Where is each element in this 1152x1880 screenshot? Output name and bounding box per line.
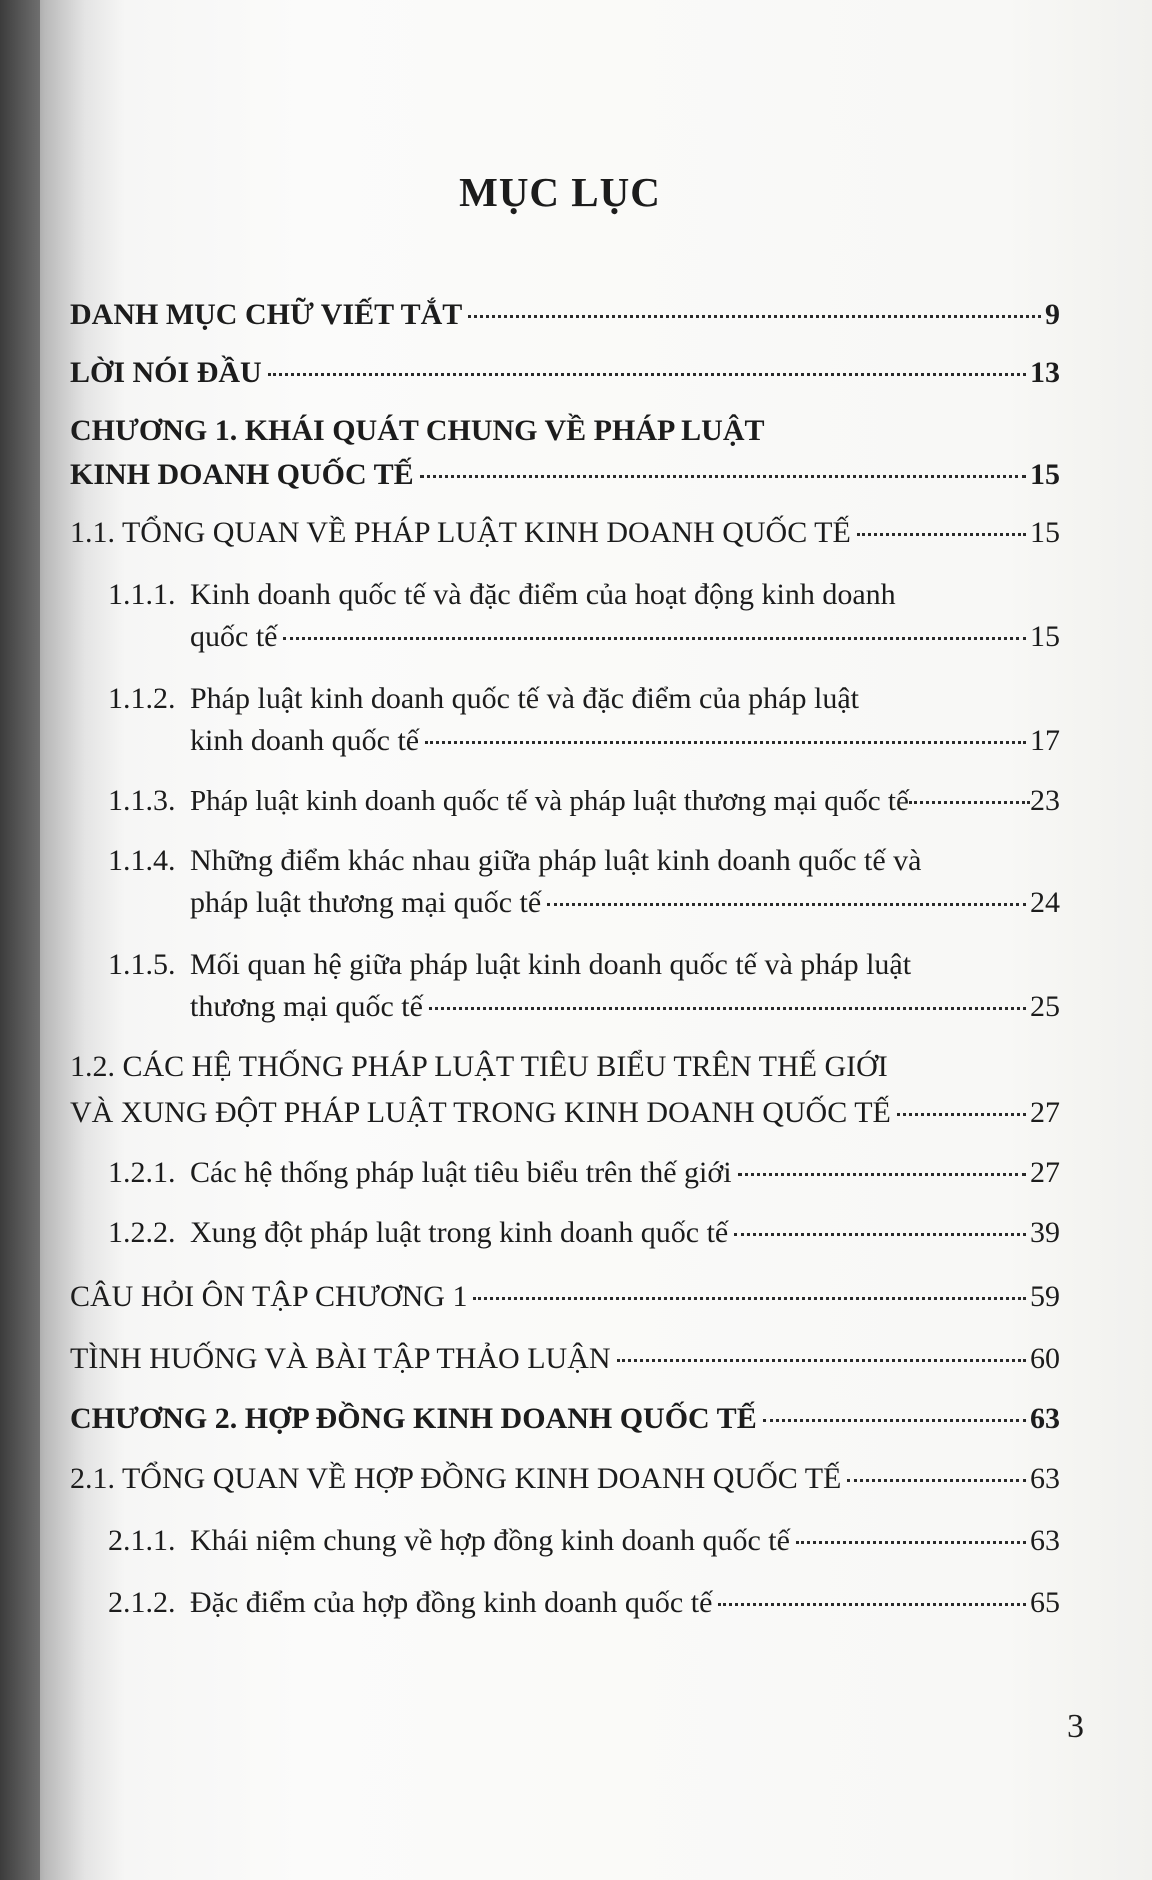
toc-entry-text: Đặc điểm của hợp đồng kinh doanh quốc tế xyxy=(190,1586,713,1619)
dot-leader xyxy=(473,1297,1026,1300)
toc-page-number: 60 xyxy=(1030,1342,1060,1375)
toc-entry-text: Xung đột pháp luật trong kinh doanh quốc tế xyxy=(190,1216,729,1249)
toc-entry-text: Khái niệm chung về hợp đồng kinh doanh quốc tế xyxy=(190,1524,790,1557)
toc-page-number: 27 xyxy=(1030,1096,1060,1129)
dot-leader xyxy=(909,801,1030,804)
toc-entry-text: DANH MỤC CHỮ VIẾT TẮT xyxy=(70,298,463,331)
toc-subsection-number: 1.1.5. xyxy=(108,948,176,981)
page-number: 3 xyxy=(1067,1708,1084,1745)
toc-entry-chapter-1 xyxy=(70,456,1060,494)
toc-page-number: 63 xyxy=(1030,1462,1060,1495)
toc-page-number: 17 xyxy=(1030,724,1060,757)
toc-page-number: 25 xyxy=(1030,990,1060,1023)
toc-chapter-1-line1: CHƯƠNG 1. KHÁI QUÁT CHUNG VỀ PHÁP LUẬT xyxy=(70,414,765,447)
toc-entry-text: 2.1. TỔNG QUAN VỀ HỢP ĐỒNG KINH DOANH QUỐC TẾ xyxy=(70,1462,842,1495)
toc-entry-text: thương mại quốc tế xyxy=(190,990,423,1023)
toc-entry-text: TÌNH HUỐNG VÀ BÀI TẬP THẢO LUẬN xyxy=(70,1342,611,1375)
dot-leader xyxy=(429,1007,1026,1010)
toc-entry-text: Các hệ thống pháp luật tiêu biểu trên thế giới xyxy=(190,1156,732,1189)
toc-subsection-number: 1.1.4. xyxy=(108,844,176,877)
toc-subsection-1-1-4-line1: Những điểm khác nhau giữa pháp luật kinh doanh quốc tế và xyxy=(190,844,922,877)
toc-entry-subsection-1-1-3 xyxy=(108,782,1060,820)
dot-leader xyxy=(763,1419,1026,1422)
toc-entry-subsection-2-1-2 xyxy=(108,1584,1060,1622)
toc-subsection-number: 1.1.1. xyxy=(108,578,176,611)
toc-page-number: 15 xyxy=(1030,516,1060,549)
toc-entry-subsection-1-1-4 xyxy=(190,884,1060,922)
toc-page-number: 15 xyxy=(1030,458,1060,491)
toc-subsection-number: 1.2.2. xyxy=(108,1216,176,1249)
toc-entry-text: CÂU HỎI ÔN TẬP CHƯƠNG 1 xyxy=(70,1280,468,1313)
dot-leader xyxy=(857,533,1026,536)
dot-leader xyxy=(425,741,1026,744)
toc-page-number: 63 xyxy=(1030,1524,1060,1557)
dot-leader xyxy=(268,373,1026,376)
toc-entry-subsection-1-1-2 xyxy=(190,722,1060,760)
toc-page-number: 23 xyxy=(1030,784,1060,817)
toc-section-1-2-line1: 1.2. CÁC HỆ THỐNG PHÁP LUẬT TIÊU BIỂU TRÊN THẾ GIỚI xyxy=(70,1050,888,1083)
toc-entry-text: quốc tế xyxy=(190,620,278,653)
toc-subsection-number: 1.1.2. xyxy=(108,682,176,715)
dot-leader xyxy=(283,637,1026,640)
toc-entry-text: Pháp luật kinh doanh quốc tế và pháp luật thương mại quốc tế xyxy=(190,785,909,817)
toc-page-number: 65 xyxy=(1030,1586,1060,1619)
toc-entry-section-1-1 xyxy=(70,514,1060,552)
toc-subsection-number: 1.1.3. xyxy=(108,784,176,817)
toc-entry-text: pháp luật thương mại quốc tế xyxy=(190,886,542,919)
toc-entry-preface xyxy=(70,354,1060,392)
toc-page-number: 39 xyxy=(1030,1216,1060,1249)
toc-subsection-1-1-5-line1: Mối quan hệ giữa pháp luật kinh doanh quốc tế và pháp luật xyxy=(190,948,912,981)
dot-leader xyxy=(897,1113,1026,1116)
toc-page-number: 9 xyxy=(1045,298,1060,331)
dot-leader xyxy=(796,1541,1026,1544)
dot-leader xyxy=(547,903,1026,906)
dot-leader xyxy=(468,315,1041,318)
page-title: MỤC LỤC xyxy=(459,169,661,215)
dot-leader xyxy=(617,1359,1026,1362)
toc-page-number: 15 xyxy=(1030,620,1060,653)
toc-entry-text: VÀ XUNG ĐỘT PHÁP LUẬT TRONG KINH DOANH QUỐC TẾ xyxy=(70,1096,891,1129)
toc-page-number: 59 xyxy=(1030,1280,1060,1313)
toc-entry-text: LỜI NÓI ĐẦU xyxy=(70,356,262,389)
dot-leader xyxy=(847,1479,1026,1482)
toc-entry-text: kinh doanh quốc tế xyxy=(190,724,420,757)
toc-page-number: 13 xyxy=(1030,356,1060,389)
book-spine-shadow xyxy=(0,0,40,1880)
dot-leader xyxy=(734,1233,1026,1236)
toc-entry-case-studies xyxy=(70,1340,1060,1378)
toc-entry-subsection-1-1-1 xyxy=(190,618,1060,656)
toc-subsection-1-1-2-line1: Pháp luật kinh doanh quốc tế và đặc điểm của pháp luật xyxy=(190,682,859,715)
toc-page-number: 24 xyxy=(1030,886,1060,919)
toc-subsection-number: 2.1.2. xyxy=(108,1586,176,1619)
toc-entry-text: KINH DOANH QUỐC TẾ xyxy=(70,458,414,491)
toc-entry-review-questions-1 xyxy=(70,1278,1060,1316)
toc-subsection-number: 1.2.1. xyxy=(108,1156,176,1189)
toc-entry-section-2-1 xyxy=(70,1460,1060,1498)
toc-entry-text: CHƯƠNG 2. HỢP ĐỒNG KINH DOANH QUỐC TẾ xyxy=(70,1402,757,1435)
toc-entry-text: 1.1. TỔNG QUAN VỀ PHÁP LUẬT KINH DOANH QUỐC TẾ xyxy=(70,516,851,549)
toc-entry-section-1-2 xyxy=(70,1094,1060,1132)
toc-page-number: 63 xyxy=(1030,1402,1060,1435)
toc-page-number: 27 xyxy=(1030,1156,1060,1189)
toc-subsection-1-1-1-line1: Kinh doanh quốc tế và đặc điểm của hoạt động kinh doanh xyxy=(190,578,896,611)
dot-leader xyxy=(738,1173,1026,1176)
toc-entry-subsection-1-1-5 xyxy=(190,988,1060,1026)
toc-entry-subsection-1-2-1 xyxy=(108,1154,1060,1192)
dot-leader xyxy=(420,475,1026,478)
toc-entry-abbreviations xyxy=(70,296,1060,334)
toc-entry-chapter-2 xyxy=(70,1400,1060,1438)
dot-leader xyxy=(718,1603,1026,1606)
toc-entry-subsection-1-2-2 xyxy=(108,1214,1060,1252)
toc-entry-subsection-2-1-1 xyxy=(108,1522,1060,1560)
toc-subsection-number: 2.1.1. xyxy=(108,1524,176,1557)
